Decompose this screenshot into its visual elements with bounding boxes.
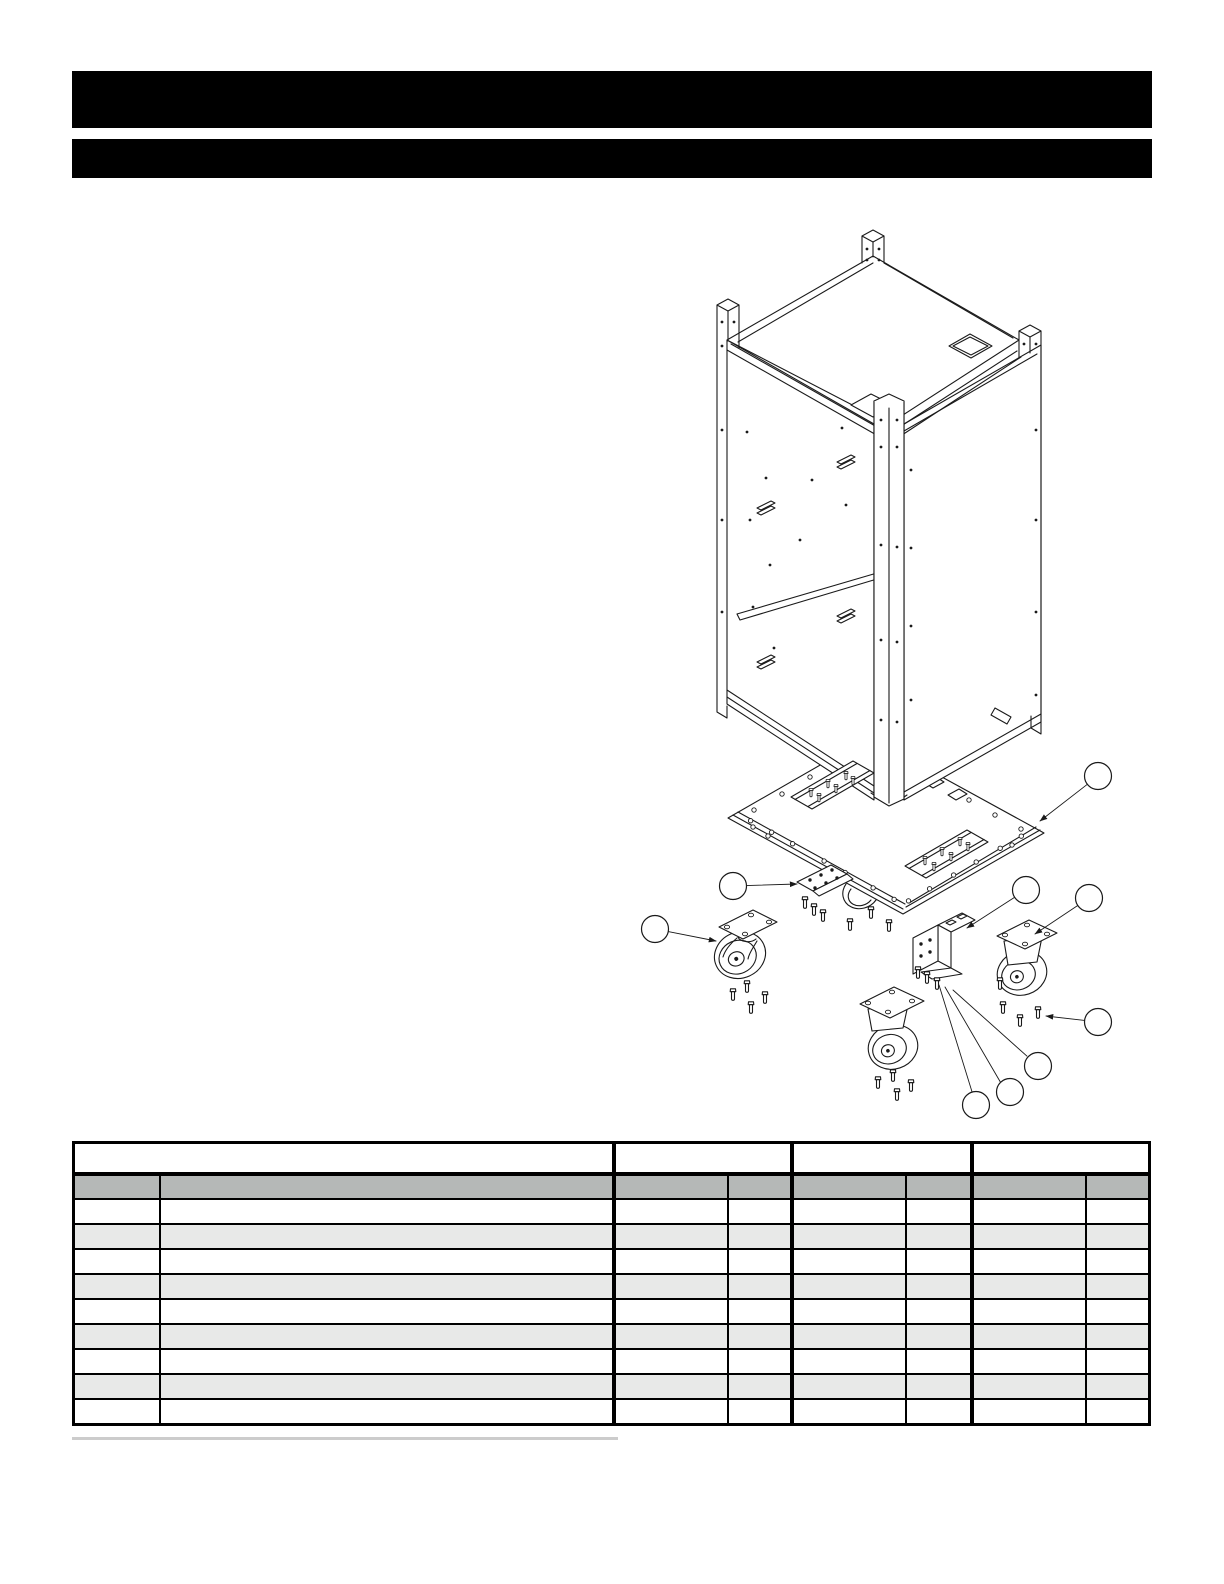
- table-cell: [906, 1349, 973, 1374]
- table-cell: [906, 1249, 973, 1274]
- table-cell: [728, 1224, 792, 1249]
- table-row: [74, 1349, 1150, 1374]
- callout-balloon: [945, 987, 1024, 1106]
- table-cell: [792, 1199, 905, 1224]
- table-cell: [972, 1299, 1085, 1324]
- table-cell: [906, 1299, 973, 1324]
- table-row: [74, 1399, 1150, 1425]
- group-header-cell: [972, 1143, 1149, 1175]
- table-shadow-line: [72, 1437, 618, 1440]
- table-cell: [1086, 1349, 1150, 1374]
- table-cell: [614, 1324, 728, 1349]
- table-cell: [160, 1299, 614, 1324]
- table-cell: [906, 1199, 973, 1224]
- table-cell: [614, 1299, 728, 1324]
- table-row: [74, 1249, 1150, 1274]
- table-cell: [614, 1399, 728, 1425]
- table-row: [74, 1274, 1150, 1299]
- swivel-caster-left: [707, 910, 777, 987]
- group-header-cell: [614, 1143, 792, 1175]
- column-header-cell: [1086, 1174, 1150, 1199]
- table-cell: [1086, 1324, 1150, 1349]
- table-cell: [906, 1224, 973, 1249]
- group-header-cell: [792, 1143, 972, 1175]
- callout-balloon: [720, 873, 798, 900]
- corner-post-front: [871, 394, 907, 806]
- table-cell: [614, 1249, 728, 1274]
- callout-balloon: [1046, 1009, 1112, 1036]
- table-cell: [160, 1249, 614, 1274]
- table-row: [74, 1199, 1150, 1224]
- table-cell: [972, 1199, 1085, 1224]
- column-header-cell: [74, 1174, 160, 1199]
- table-cell: [728, 1249, 792, 1274]
- callout-balloon: [939, 985, 990, 1119]
- table-cell: [1086, 1274, 1150, 1299]
- table-cell: [160, 1399, 614, 1425]
- table-cell: [728, 1399, 792, 1425]
- table-cell: [1086, 1399, 1150, 1425]
- table-cell: [1086, 1199, 1150, 1224]
- cabinet-frame: [717, 230, 1041, 806]
- table-cell: [74, 1349, 160, 1374]
- column-header-cell: [614, 1174, 728, 1199]
- corner-bracket-right: [913, 913, 975, 979]
- table-cell: [728, 1349, 792, 1374]
- table-cell: [1086, 1374, 1150, 1399]
- table-cell: [792, 1274, 905, 1299]
- table-cell: [972, 1249, 1085, 1274]
- column-header-cell: [792, 1174, 905, 1199]
- table-cell: [74, 1324, 160, 1349]
- table-cell: [972, 1349, 1085, 1374]
- table-cell: [792, 1324, 905, 1349]
- table-cell: [1086, 1224, 1150, 1249]
- table-row: [74, 1324, 1150, 1349]
- table-cell: [972, 1224, 1085, 1249]
- table-cell: [614, 1199, 728, 1224]
- table-row: [74, 1299, 1150, 1324]
- table-cell: [728, 1274, 792, 1299]
- table-cell: [160, 1224, 614, 1249]
- table-cell: [792, 1374, 905, 1399]
- table-cell: [792, 1399, 905, 1425]
- table-cell: [906, 1274, 973, 1299]
- callout-balloon: [1040, 763, 1112, 822]
- column-header-cell: [972, 1174, 1085, 1199]
- table-cell: [160, 1199, 614, 1224]
- table-cell: [614, 1224, 728, 1249]
- parts-table-body: [74, 1199, 1150, 1425]
- table-cell: [792, 1249, 905, 1274]
- table-cell: [906, 1374, 973, 1399]
- rigid-caster-center: [860, 987, 924, 1076]
- table-cell: [728, 1374, 792, 1399]
- parts-table: [72, 1141, 1151, 1426]
- table-cell: [614, 1349, 728, 1374]
- table-cell: [74, 1299, 160, 1324]
- table-cell: [74, 1399, 160, 1425]
- group-header-cell: [74, 1143, 615, 1175]
- table-cell: [614, 1274, 728, 1299]
- table-cell: [728, 1324, 792, 1349]
- table-cell: [74, 1374, 160, 1399]
- table-cell: [1086, 1249, 1150, 1274]
- table-cell: [792, 1299, 905, 1324]
- table-cell: [74, 1249, 160, 1274]
- table-cell: [74, 1274, 160, 1299]
- table-cell: [906, 1324, 973, 1349]
- table-cell: [972, 1274, 1085, 1299]
- table-cell: [972, 1324, 1085, 1349]
- column-header-cell: [906, 1174, 973, 1199]
- table-cell: [614, 1374, 728, 1399]
- table-cell: [1086, 1299, 1150, 1324]
- parts-table-header: [74, 1143, 1150, 1200]
- table-cell: [728, 1199, 792, 1224]
- table-cell: [160, 1274, 614, 1299]
- table-cell: [74, 1224, 160, 1249]
- table-cell: [972, 1374, 1085, 1399]
- table-row: [74, 1224, 1150, 1249]
- table-cell: [792, 1224, 905, 1249]
- callout-balloon: [1035, 885, 1103, 935]
- table-cell: [728, 1299, 792, 1324]
- table-cell: [160, 1374, 614, 1399]
- table-row: [74, 1374, 1150, 1399]
- table-cell: [972, 1399, 1085, 1425]
- table-cell: [160, 1349, 614, 1374]
- table-cell: [792, 1349, 905, 1374]
- left-panel: [727, 340, 874, 800]
- table-cell: [906, 1399, 973, 1425]
- column-header-cell: [160, 1174, 614, 1199]
- right-panel: [904, 345, 1041, 800]
- callout-balloon: [642, 916, 717, 943]
- table-cell: [160, 1324, 614, 1349]
- table-cell: [74, 1199, 160, 1224]
- column-header-cell: [728, 1174, 792, 1199]
